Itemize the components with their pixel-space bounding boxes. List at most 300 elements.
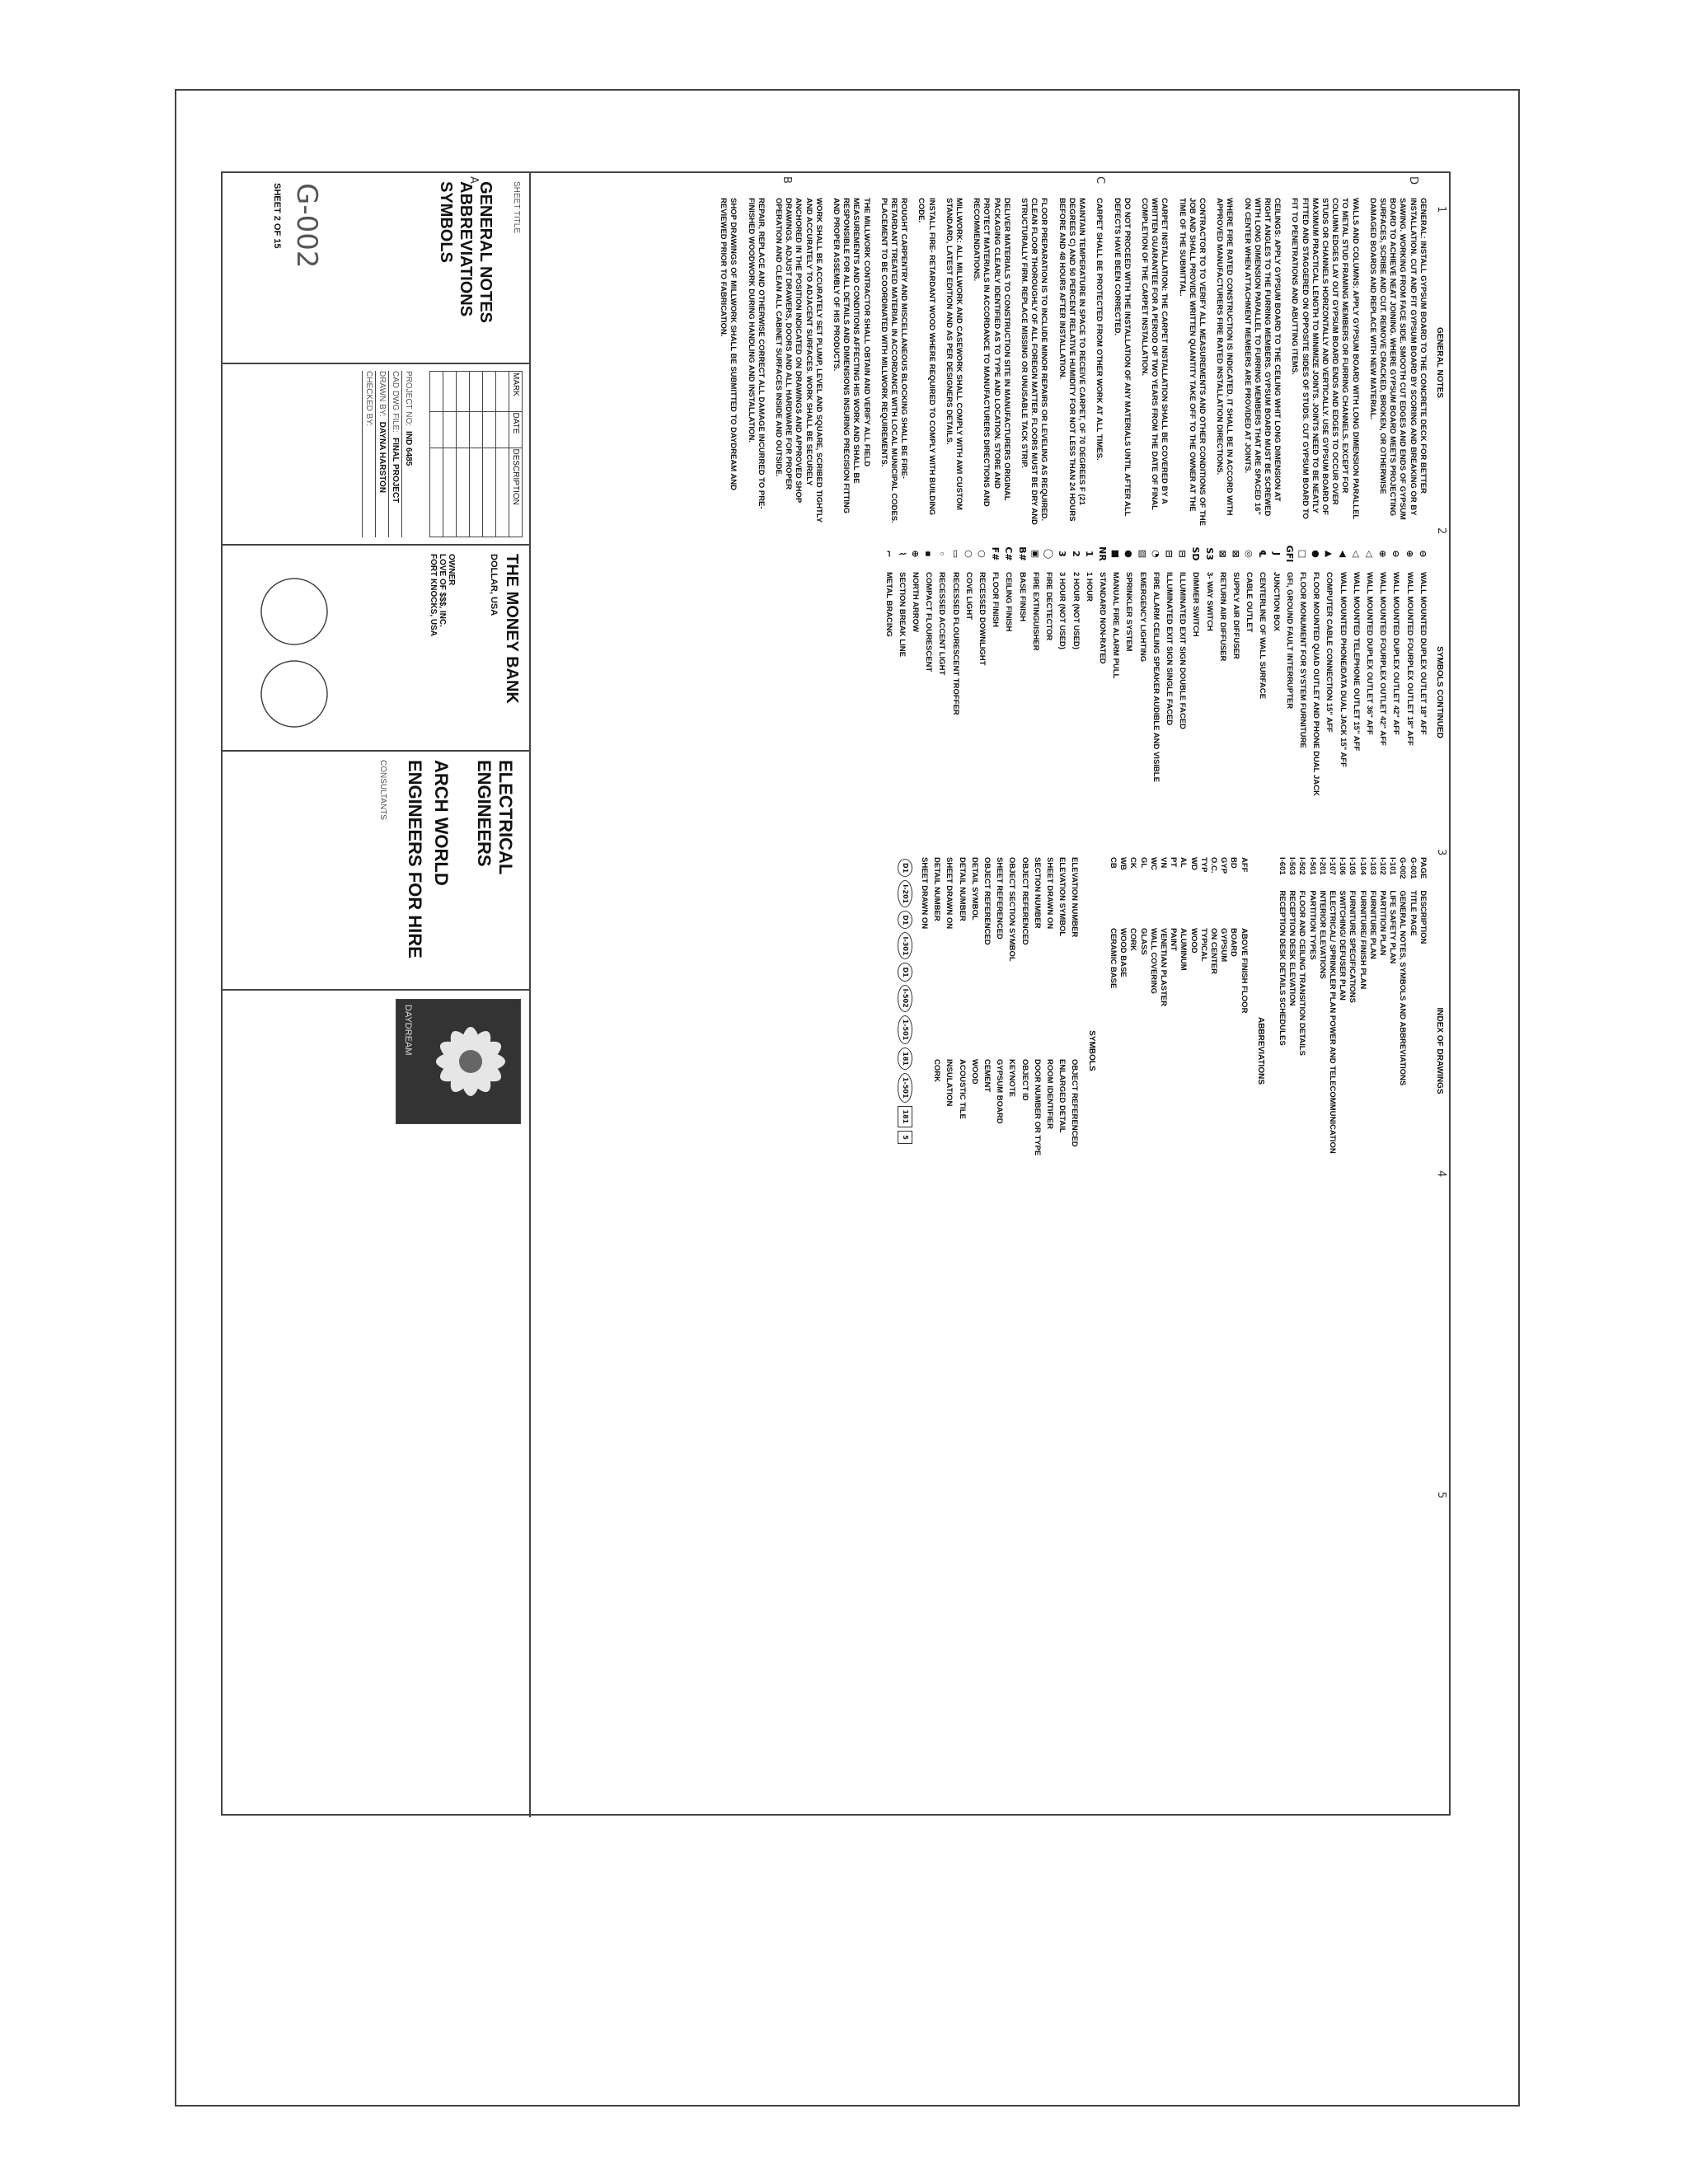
- symbol-label: GFI, GROUND FAULT INTERRUPTER: [1284, 572, 1294, 710]
- index-cell: FLOOR AND CEILING TRANSITION DETAILS: [1297, 890, 1307, 1056]
- symbol-label: 3 HOUR (NOT USED): [1057, 572, 1067, 649]
- general-note-paragraph: THE MILLWORK CONTRACTOR SHALL OBTAIN AND VERIFY ALL FIELD MEASUREMENTS AND CONDITIONS AFFECTING HIS WORK AND SHALL BE RESPONSIBLE FOR ALL DETAILS AND DIMENSIONS INSURING PRECISION FITTING AND PROPER ASSEMBLY OF HIS PRODUCTS.: [832, 198, 871, 514]
- symbol-glyph-icon: 3: [1057, 551, 1068, 557]
- symbol-row: [1151, 536, 1160, 849]
- symbol-row: [1097, 536, 1107, 849]
- symbol-glyph-icon: 2: [1070, 551, 1081, 557]
- owner-line: FORT KNOCKS, USA: [429, 554, 438, 636]
- index-cell: LIFE SAFETY PLAN: [1388, 890, 1398, 964]
- index-cell: I-105: [1348, 857, 1357, 875]
- symbols-continued-title: SYMBOLS CONTINUED: [1435, 646, 1444, 738]
- symbol-label: CABLE OUTLET: [1245, 572, 1254, 633]
- general-note-paragraph: DO NOT PROCEED WITH THE INSTALLATION OF ANY MATERIALS UNTIL AFTER ALL DEFECTS HAVE BEEN CORRECTED.: [1112, 198, 1132, 517]
- symbol-row: [1164, 536, 1174, 849]
- symbol-label: CENTERLINE OF WALL SURFACE: [1258, 572, 1268, 699]
- abbreviation-cell: BOARD: [1229, 927, 1239, 957]
- table-row: [1287, 857, 1296, 1244]
- symbol-label: MANUAL FIRE ALARM PULL: [1111, 572, 1121, 679]
- symbol-row: [1377, 536, 1387, 849]
- abbreviations-table: [1108, 857, 1249, 1244]
- abbreviation-cell: GYP: [1219, 857, 1229, 874]
- table-row: [1407, 857, 1417, 1244]
- symbol-glyph-icon: C#: [1003, 546, 1015, 561]
- abbreviation-cell: ABOVE FINISH FLOOR: [1239, 927, 1249, 1014]
- grid-ref-number: 4: [1435, 1170, 1447, 1178]
- index-cell: I-102: [1377, 857, 1387, 875]
- symbol-glyph-icon: □: [1296, 549, 1308, 559]
- sheet-number: G-002: [290, 183, 323, 269]
- symbol-label: WALL MOUNTED DUPLEX OUTLET 18" AFF: [1418, 572, 1428, 735]
- index-cell: RECEPTION DESK DETAILS SCHEDULES: [1277, 890, 1287, 1046]
- title-block-logo: [221, 989, 529, 1179]
- general-note-paragraph: FLOOR PREPARATION IS TO INCLUDE MINOR REPAIRS OR LEVELING AS REQUIRED. CLEAN FLOOR THOROUGHLY OF ALL FOREIGN MATTER. FLOORS MUST BE DRY AND STRUCTURALLY FIRM. REPLACE MISSING OR UNUSABLE TACK STRIP.: [1020, 198, 1049, 525]
- symbol-glyph-icon: ⌐: [883, 550, 894, 558]
- general-note-paragraph: INSTALL FIRE- RETARDANT WOOD WHERE REQUIRED TO COMPLY WITH BUILDING CODE.: [917, 198, 936, 516]
- grid-ref-letter: D: [1407, 176, 1419, 185]
- symbol-row: [1123, 536, 1133, 849]
- symbol-legend-label: ROOM IDENTIFIER: [1045, 1059, 1055, 1129]
- symbol-glyph-icon: ◎: [1244, 550, 1255, 558]
- symbol-glyph-icon: S3: [1203, 547, 1215, 560]
- abbreviation-cell: CB: [1108, 857, 1118, 869]
- symbol-label: NORTH ARROW: [911, 572, 921, 632]
- symbol-glyph-icon: ⊠: [1230, 550, 1241, 558]
- symbol-legend-label: OBJECT ID: [1020, 1059, 1029, 1101]
- symbol-row: [923, 536, 933, 849]
- general-note-paragraph: DELIVER MATERIALS TO CONSTRUCTION SITE IN MANUFACTURERS ORIGINAL PACKAGING CLEARLY IDENTIFIED AS TO TYPE AND LOCATION. STORE AND PROTECT MATERIALS IN ACCORDANCE TO MANUFACTURERS DIRECTIONS AND RECOMMENDATIONS.: [972, 198, 1011, 507]
- symbol-row: [1270, 536, 1280, 849]
- symbol-row: [1231, 536, 1240, 849]
- symbol-legend-label: CEMENT: [982, 1059, 992, 1093]
- symbol-glyph-icon: ○: [963, 550, 974, 558]
- index-cell: I-502: [1297, 857, 1307, 875]
- index-cell: I-201: [1317, 857, 1327, 875]
- bubble-tag-icon: I-502: [898, 985, 912, 1012]
- symbol-bubbles: [896, 857, 914, 1244]
- symbol-label: COVE LIGHT: [964, 572, 973, 621]
- rev-header: DESCRIPTION: [509, 448, 523, 537]
- general-note-paragraph: CARPET INSTALLATION: THE CARPET INSTALLATION SHALL BE COVERED BY A WRITTEN GUARANTEE FOR A PERIOD OF TWO YEARS FROM THE DATE OF FINAL COMPLETION OF THE CARPET INSTALLATION.: [1139, 198, 1170, 510]
- grid-ref-number: 5: [1435, 1492, 1447, 1499]
- project-field: [401, 371, 415, 537]
- abbreviation-cell: BD: [1229, 857, 1239, 869]
- grid-ref-number: 3: [1435, 849, 1447, 856]
- project-field-value: IND 6485: [404, 431, 413, 466]
- title-block: [221, 173, 531, 1817]
- symbol-row: [1337, 536, 1347, 849]
- daydream-logo: [396, 999, 521, 1124]
- symbol-row: [1351, 536, 1361, 849]
- project-field-label: DRAWN BY:: [377, 371, 387, 417]
- symbol-legend-label: WOOD: [969, 1059, 979, 1085]
- symbol-row: [1190, 536, 1200, 849]
- table-row: [1377, 857, 1387, 1244]
- grid-ref-number: 1: [1435, 206, 1447, 213]
- symbol-glyph-icon: ●: [1311, 550, 1322, 558]
- symbol-legend-label: OBJECT REFERENCED: [982, 857, 992, 945]
- table-row: [1188, 857, 1198, 1244]
- symbol-row: [1311, 536, 1320, 849]
- symbol-glyph-icon: 1: [1083, 551, 1095, 557]
- general-note-paragraph: ROUGHT CARPENTRY AND MISCELLANEOUS BLOCKING SHALL BE FIRE- RETARDANT TREATED MATERIAL IN ACCORDANCE WITH LOCAL MUNICIPAL CODES. PLACEMENT TO BE COORDINATED WITH MILLWORK REQUIREMENTS.: [879, 198, 909, 523]
- symbol-glyph-icon: ▣: [1029, 549, 1041, 559]
- index-cell: FURNITURE PLAN: [1367, 890, 1377, 959]
- consultant-name: ENGINEERS FOR HIRE: [405, 760, 425, 958]
- project-field-label: PROJECT NO:: [404, 371, 413, 427]
- general-note-paragraph: REPAIR, REPLACE AND OTHERWISE CORRECT ALL DAMAGE INCURRED TO PRE-FINISHED WOODWORK DURING HANDLING AND INSTALLATION.: [746, 198, 766, 509]
- index-cell: FURNITURE SPECIFICATIONS: [1348, 890, 1357, 1003]
- symbol-row: [1217, 536, 1227, 849]
- symbol-label: SECTION BREAK LINE: [897, 572, 907, 657]
- index-cell: I-503: [1287, 857, 1297, 875]
- symbols-title: SYMBOLS: [1086, 1030, 1096, 1071]
- symbol-label: 2 HOUR (NOT USED): [1071, 572, 1081, 649]
- symbol-row: [964, 536, 973, 849]
- general-notes-title: GENERAL NOTES: [1435, 327, 1444, 398]
- symbol-label: WALL MOUNTED FOURPLEX OUTLET 18" AFF: [1404, 572, 1414, 746]
- symbol-glyph-icon: B#: [1016, 546, 1028, 561]
- project-field-label: CAD DWG FILE:: [391, 371, 400, 434]
- symbol-legend-label: SHEET DRAWN ON: [945, 857, 954, 930]
- symbol-row: [1418, 536, 1428, 849]
- symbol-legend-label: SHEET DRAWN ON: [920, 857, 930, 930]
- symbol-legend-label: CORK: [932, 1059, 942, 1082]
- project-field-label: CHECKED BY:: [364, 371, 373, 427]
- symbol-label: ILLUMINATED EXIT SIGN SINGLE FACED: [1164, 572, 1174, 726]
- symbol-label: COMPACT FLOURESCENT: [924, 572, 934, 673]
- symbol-row: [1257, 536, 1267, 849]
- bubble-tag-icon: D1: [898, 963, 912, 981]
- index-cell: I-106: [1338, 857, 1348, 875]
- consultant-name: ARCH WORLD: [431, 760, 452, 886]
- symbol-glyph-icon: F#: [990, 546, 1001, 561]
- symbol-glyph-icon: ▨: [1137, 549, 1148, 559]
- symbol-label: EMERGENCY LIGHTING: [1137, 572, 1147, 663]
- symbol-row: [1110, 536, 1120, 849]
- grid-ref-letter: A: [467, 176, 480, 184]
- symbol-label: WALL MOUNTED DUPLEX OUTLET 36" AFF: [1364, 572, 1374, 735]
- symbol-glyph-icon: ⊠: [1217, 550, 1228, 558]
- symbol-glyph-icon: ▲: [1324, 550, 1335, 558]
- symbol-label: DIMMER SWITCH: [1191, 572, 1201, 637]
- general-note-paragraph: CARPET SHALL BE PROTECTED FROM OTHER WORK AT ALL TIMES.: [1095, 198, 1104, 461]
- index-cell: SWITCHING/ DEFUSER PLAN: [1338, 890, 1348, 1001]
- flower-icon: [421, 1000, 520, 1123]
- symbol-label: FIRE EXTINGUISHER: [1030, 572, 1040, 651]
- index-cell: G-001: [1408, 857, 1418, 879]
- symbol-label: RETURN AIR DIFFUSER: [1217, 572, 1227, 662]
- bubble-tag-icon: D1: [898, 911, 912, 929]
- title-block-sheet-title: [221, 173, 529, 363]
- project-field-value: FINAL PROJECT: [391, 438, 400, 504]
- symbol-label: SUPPLY AIR DIFFUSER: [1231, 572, 1240, 659]
- abbreviation-cell: WC: [1148, 857, 1158, 870]
- symbol-legend-label: SHEET DRAWN ON: [1045, 857, 1055, 930]
- symbol-label: FLOOR FINISH: [991, 572, 1001, 628]
- symbol-label: 1 HOUR: [1084, 572, 1094, 602]
- general-notes-paragraphs: [718, 198, 1428, 527]
- table-row: [1357, 857, 1367, 1244]
- table-row: [1228, 857, 1238, 1244]
- table-row: [1137, 857, 1147, 1244]
- symbol-legend-label: ELEVATION SYMBOL: [1057, 857, 1067, 937]
- abbreviation-cell: WALL COVERING: [1148, 927, 1158, 995]
- symbol-row: [1084, 536, 1094, 849]
- symbol-legend-label: SHEET REFERENCED: [995, 857, 1005, 940]
- symbol-row: [1137, 536, 1146, 849]
- symbol-row: [1177, 536, 1187, 849]
- symbol-legend-label: DOOR NUMBER OR TYPE: [1032, 1059, 1042, 1156]
- project-field: [375, 371, 388, 537]
- symbol-glyph-icon: GFI: [1283, 545, 1295, 563]
- abbreviation-cell: VENETIAN PLASTER: [1158, 927, 1168, 1006]
- index-cell: PARTITION PLAN: [1377, 890, 1387, 956]
- symbol-glyph-icon: ◁: [1363, 550, 1375, 558]
- sheet-title-line: ABBREVIATIONS: [457, 181, 475, 317]
- abbreviation-cell: PT: [1169, 857, 1179, 868]
- abbreviation-cell: WOOD BASE: [1118, 927, 1128, 977]
- symbol-label: WALL MOUNTED FOURPLEX OUTLET 42" AFF: [1378, 572, 1388, 746]
- symbol-row: [1284, 536, 1294, 849]
- index-cell: I-104: [1357, 857, 1367, 875]
- table-row: [1118, 857, 1128, 1244]
- symbol-glyph-icon: ◯: [1043, 548, 1055, 560]
- general-note-paragraph: CONTRACTOR TO TO VERIFY ALL MEASUREMENTS AND OTHER CONDITIONS OF THE JOB AND SHALL PROVIDE WRITTEN QUANTITY TAKE OFF TO THE OWNER AT THE TIME OF THE SUBMITTAL.: [1177, 198, 1207, 526]
- symbol-row: [1404, 536, 1414, 849]
- abbreviation-cell: WD: [1189, 857, 1198, 870]
- symbol-row: [950, 536, 959, 849]
- grid-ref-letter: B: [781, 176, 793, 184]
- symbols-continued-section: [879, 536, 1444, 849]
- sheet-of: SHEET 2 OF 15: [272, 183, 282, 249]
- table-row: [1198, 857, 1208, 1244]
- symbol-glyph-icon: ○: [977, 550, 988, 558]
- grid-ref-number: 2: [1435, 527, 1447, 535]
- symbol-legend-label: OBJECT SECTION SYMBOL: [1007, 857, 1017, 962]
- table-row: [1218, 857, 1228, 1244]
- symbol-legend-label: INSULATION: [945, 1059, 954, 1107]
- general-note-paragraph: WALLS AND COLUMNS: APPLY GYPSUM BOARD WITH LONG DIMENSION PARALLEL TO METAL STUD FRAMING MEMBERS OR FURRING CHANNELS. EXCEPT FOR COLUMN EDGES LAY OUT GYPSUM BOARD ENDS AND EDGES TO OCCUR OVER STUDS OR CHANNELS HORIZONTALLY AND VERTICALLY. USE GYPSUM BOARD OF MAXIMUM PRACTICAL LENGTH TO MINIMIZE JOINTS. JOINTS NEED TO BE NEATLY FITTED AND STAGGERED ON OPPOSITE SIDES OF STUDS. CUT GYPSUM BOARD TO FIT TO PENETRATIONS AND ABUTTING ITEMS.: [1290, 198, 1360, 520]
- symbol-glyph-icon: ⊟: [1177, 550, 1189, 558]
- table-row: [1108, 857, 1118, 1244]
- title-block-consultants: [221, 750, 529, 989]
- client-location: DOLLAR, USA: [489, 554, 499, 616]
- symbol-label: FIRE ALARM CEILING SPEAKER AUDIBLE AND VISIBLE: [1151, 572, 1160, 782]
- symbol-row: [910, 536, 920, 849]
- bubble-tag-icon: 1-501: [898, 1015, 912, 1045]
- symbol-glyph-icon: J: [1270, 551, 1282, 556]
- symbol-glyph-icon: ▭: [950, 549, 961, 559]
- symbol-legend-label: ACOUSTIC TILE: [957, 1059, 967, 1119]
- table-row: [1148, 857, 1158, 1244]
- index-title: INDEX OF DRAWINGS: [1435, 1007, 1444, 1094]
- index-cell: RECEPTION DESK ELEVATION: [1287, 890, 1297, 1006]
- index-cell: I-103: [1367, 857, 1377, 875]
- index-cell: I-101: [1388, 857, 1398, 875]
- bubble-tag-icon: I-201: [898, 880, 912, 907]
- symbol-legend-label: ENLARGED DETAIL: [1057, 1059, 1067, 1133]
- symbol-row: [897, 536, 907, 849]
- abbreviation-cell: ALUMINUM: [1179, 927, 1189, 971]
- symbol-glyph-icon: ⌇: [896, 551, 907, 556]
- symbol-row: [990, 536, 1000, 849]
- symbol-glyph-icon: ⊕: [1377, 550, 1389, 558]
- index-cell: PARTITION TYPES: [1307, 890, 1317, 960]
- table-row: [1367, 857, 1377, 1244]
- room-id-tag: 181: [898, 1106, 912, 1128]
- index-cell: FURNITURE/ FINISH PLAN: [1357, 890, 1367, 990]
- project-field: [388, 371, 401, 537]
- symbol-label: ILLUMINATED EXIT SIGN DOUBLE FACED: [1178, 572, 1188, 729]
- table-row: [1317, 857, 1327, 1244]
- symbols-list: [919, 857, 1080, 1244]
- general-note-paragraph: GENERAL: INSTALL GYPSUM BOARD TO THE CONCRETE DECK FOR BETTER INSTALLATION. CUT AND FIT GYPSUM BOARD BY SCORING AND BREAKING OR BY SAWING. WORKING FROM FACE SIDE. SMOOTH CUT EDGES AND ENDS OF GYPSUM BOARD TO ACHIEVE NEAT JOINING. WHERE GYPSUM BOARD MEETS PROJECTING SURFACES, SCRIBE AND CUT. REMOVE CRACKED, BROKEN, OR OTHERWISE DAMAGED BOARDS AND REPLACE WITH NEW MATERIAL.: [1367, 198, 1428, 520]
- symbol-label: FIRE DECTECTOR: [1044, 572, 1054, 641]
- symbol-row: [1390, 536, 1400, 849]
- index-cell: GENERAL NOTES, SYMBOLS AND ABBREVIATIONS: [1398, 890, 1408, 1086]
- table-row: [1158, 857, 1168, 1244]
- symbol-label: WALL MOUNTED DUPLEX OUTLET 42" AFF: [1391, 572, 1401, 735]
- abbreviations-title: ABBREVIATIONS: [1255, 1016, 1265, 1085]
- abbreviation-cell: VN: [1158, 857, 1168, 869]
- symbol-glyph-icon: ■: [1110, 549, 1122, 559]
- general-note-paragraph: WORK SHALL BE ACCURATELY SET PLUMP, LEVEL AND SQUARE, SCRIBED TIGHTLY AND ACCURATELY TO ADJACENT SURFACES. WORK SHALL BE SECURELY ANCHORED IN THE POSITION INDICATED ON DRAWINGS AND APPROVED SHOP DRAWINGS. ADJUST DRAWERS, DOORS AND ALL HARDWARE FOR PROPER OPERATION AND CLEAN ALL CABINET SURFACES INSIDE AND OUTSIDE.: [774, 198, 823, 523]
- abbreviation-cell: TYP: [1198, 857, 1208, 873]
- symbol-glyph-icon: SD: [1190, 546, 1202, 561]
- bubble-tag-icon: I-301: [898, 932, 912, 959]
- symbol-legend-label: OBJECT REFERENCED: [1020, 857, 1029, 945]
- symbol-row: [1017, 536, 1027, 849]
- sheet-title-label: SHEET TITLE: [512, 181, 521, 233]
- general-note-paragraph: MILLWORK: ALL MILLWORK AND CASEWORK SHALL COMPLY WITH AWI CUSTOM STANDARD, LATEST EDITION AND AS PER DESIGNERS DETAILS.: [944, 198, 964, 510]
- abbreviation-cell: TYPICAL: [1198, 927, 1208, 962]
- symbol-row: [1030, 536, 1040, 849]
- logo-text: DAYDREAM: [403, 1005, 413, 1056]
- general-note-paragraph: WHERE FIRE RATED CONSTRUCTION IS INDICATED, IT SHALL BE IN ACCORD WITH APPROVED MANUFACTURERS FIRE RATED INSTALLATION DIRECTIONS.: [1215, 198, 1235, 516]
- rotated-sheet-content: [223, 173, 1452, 1817]
- index-table: [1277, 857, 1428, 1244]
- project-field: [362, 371, 375, 537]
- revision-table: [429, 371, 523, 537]
- symbol-row: [1324, 536, 1334, 849]
- consultants-label: CONSULTANTS: [378, 760, 387, 820]
- symbol-glyph-icon: ◔: [1150, 550, 1161, 558]
- index-cell: ELECTRICAL/ SPRINKLER PLAN POWER AND TELECOMMUNICATION: [1327, 890, 1337, 1154]
- symbol-label: SPRINKLER SYSTEM: [1124, 572, 1134, 652]
- abbreviation-cell: WB: [1118, 857, 1128, 870]
- symbol-label: 3- WAY SWITCH: [1204, 572, 1214, 631]
- symbol-glyph-icon: ⊖: [1417, 550, 1428, 558]
- abbreviation-cell: AL: [1179, 857, 1189, 868]
- symbol-legend-label: DETAIL SYMBOL: [969, 857, 979, 921]
- abbreviation-cell: GYPSUM: [1219, 927, 1229, 963]
- symbol-glyph-icon: ▪: [923, 551, 935, 557]
- symbol-label: BASE FINISH: [1017, 572, 1027, 622]
- symbol-row: [1003, 536, 1013, 849]
- symbol-label: JUNCTION BOX: [1271, 572, 1281, 631]
- abbreviation-cell: PAINT: [1169, 927, 1179, 951]
- symbol-legend-label: ELEVATION NUMBER: [1070, 857, 1080, 938]
- symbol-label: METAL BRACING: [884, 572, 893, 637]
- symbol-row: [977, 536, 987, 849]
- project-field-value: DAYNA HARSTON: [377, 421, 387, 494]
- table-row: [1347, 857, 1357, 1244]
- stamp-circles: [257, 570, 331, 735]
- sheet-title-line: SYMBOLS: [437, 181, 455, 263]
- symbol-legend-label: GYPSUM BOARD: [995, 1059, 1005, 1124]
- table-row: [1306, 857, 1316, 1244]
- symbol-row: [1057, 536, 1067, 849]
- table-row: [1277, 857, 1287, 1244]
- index-header-desc: DESCRIPTION: [1418, 890, 1428, 944]
- grid-ref-letter: C: [1094, 176, 1106, 185]
- symbol-legend-label: DETAIL NUMBER: [932, 857, 942, 921]
- symbol-glyph-icon: ⊕: [910, 550, 921, 558]
- project-fields: [362, 371, 415, 537]
- index-section: [896, 857, 1444, 1244]
- abbreviation-cell: GL: [1138, 857, 1148, 869]
- symbol-legend-label: DETAIL NUMBER: [957, 857, 967, 921]
- index-cell: INTERIOR ELEVATIONS: [1317, 890, 1327, 979]
- symbol-label: CEILING FINISH: [1004, 572, 1014, 632]
- client-name: THE MONEY BANK: [503, 554, 521, 704]
- symbol-label: WALL MOUNTED PHONE/DATA DUAL JACK 15" AFF: [1338, 572, 1348, 767]
- index-cell: I-107: [1327, 857, 1337, 875]
- rev-header: MARK: [509, 372, 523, 412]
- table-row: [1168, 857, 1178, 1244]
- drawing-frame: [221, 171, 1451, 1816]
- table-row: [1337, 857, 1347, 1244]
- abbreviation-cell: CK: [1128, 857, 1138, 869]
- table-row: [1178, 857, 1188, 1244]
- index-cell: TITLE PAGE: [1408, 890, 1418, 936]
- table-row: [1387, 857, 1397, 1244]
- index-header-page: PAGE: [1418, 857, 1428, 879]
- index-cell: I-501: [1307, 857, 1317, 875]
- table-row: [1208, 857, 1218, 1244]
- symbol-label: RECESSED DOWNLIGHT: [978, 572, 987, 666]
- symbol-label: RECESSED ACCENT LIGHT: [937, 572, 947, 676]
- symbol-row: [1070, 536, 1080, 849]
- symbol-row: [1203, 536, 1213, 849]
- general-notes-section: [710, 198, 1444, 527]
- symbol-glyph-icon: ◀: [1337, 550, 1348, 558]
- symbol-row: [1297, 536, 1307, 849]
- table-row: [1238, 857, 1248, 1244]
- symbols-continued-list: [883, 536, 1427, 849]
- general-note-paragraph: SHOP DRAWINGS OF MILLWORK SHALL BE SUBMITTED TO DAYDREAM AND REVIEWED PRIOR TO FABRICATION.: [719, 198, 738, 491]
- symbol-legend-label: OBJECT REFERENCED: [1070, 1059, 1080, 1147]
- symbol-glyph-icon: ◦: [936, 551, 948, 557]
- abbreviation-cell: CORK: [1128, 927, 1138, 951]
- symbol-glyph-icon: NR: [1096, 546, 1108, 561]
- bubble-tag-icon: 181: [898, 1047, 912, 1070]
- abbreviation-cell: WOOD: [1189, 927, 1198, 954]
- abbreviation-cell: CERAMIC BASE: [1108, 927, 1118, 989]
- sheet-title-line: GENERAL NOTES: [476, 181, 495, 323]
- symbol-row: [1043, 536, 1053, 849]
- abbreviation-cell: O.C.: [1208, 857, 1218, 874]
- owner-line: LOVE OF $$$, INC.: [438, 554, 447, 627]
- door-number-tag: 5: [898, 1131, 912, 1144]
- symbol-label: WALL MOUNTED TELEPHONE OUTLET 15" AFF: [1351, 572, 1361, 752]
- symbol-glyph-icon: ⊕: [1404, 550, 1415, 558]
- symbol-glyph-icon: ◁: [1350, 550, 1362, 558]
- table-row: [1128, 857, 1137, 1244]
- symbol-label: FLOOR MONUMENT FOR SYSTEM FURNITURE: [1297, 572, 1307, 748]
- symbol-row: [936, 536, 946, 849]
- table-row: [1397, 857, 1407, 1244]
